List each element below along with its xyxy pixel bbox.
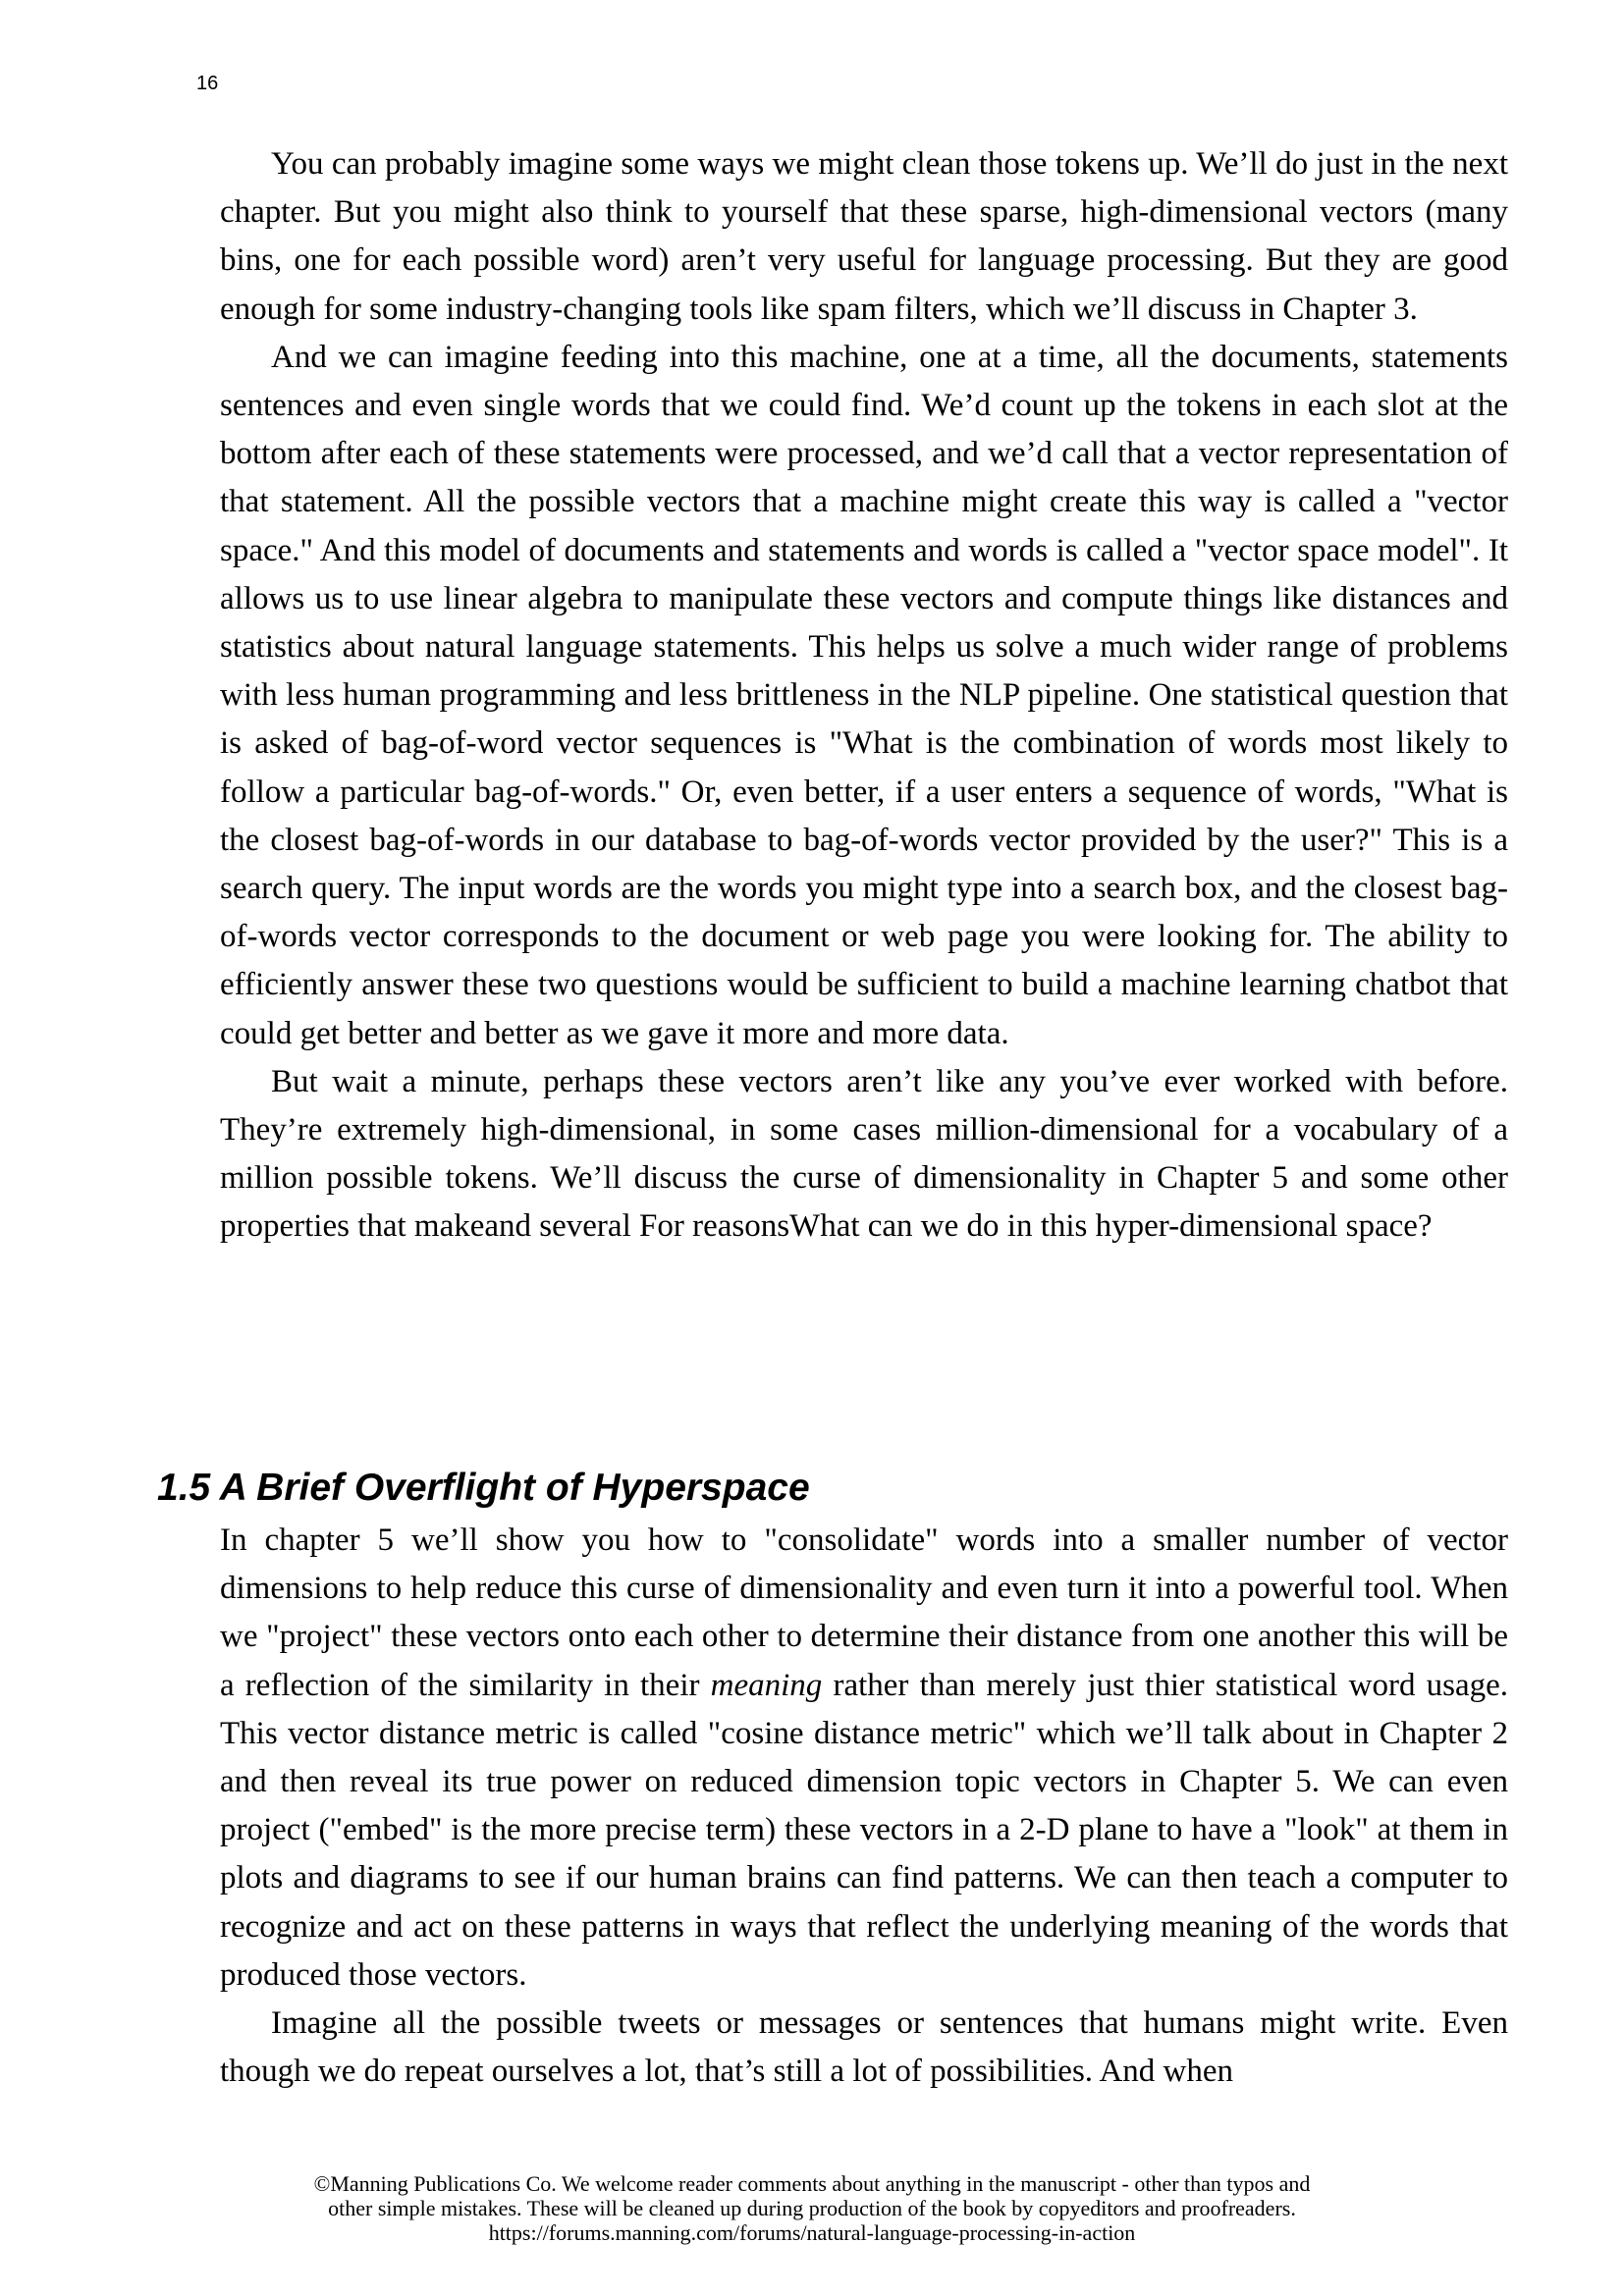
- footer-line: ©Manning Publications Co. We welcome reader comments about anything in the manuscript - other than typos and: [313, 2171, 1311, 2196]
- paragraph: But wait a minute, perhaps these vectors aren’t like any you’ve ever worked with before. They’re extremely high-dimensional, in some cases million-dimensional for a vocabulary of a million possible tokens. We’ll discuss the curse of dimensionality in Chapter 5 and some other properties that makeand several For reasonsWhat can we do in this hyper-dimensional space?: [220, 1063, 1508, 1245]
- page-number: 16: [196, 73, 219, 94]
- section-body-text: [220, 1517, 1508, 2096]
- footer-link[interactable]: https://forums.manning.com/forums/natural-language-processing-in-action: [488, 2220, 1136, 2245]
- page-footer: [0, 2171, 1624, 2245]
- paragraph: [220, 1517, 1508, 2000]
- footer-line: other simple mistakes. These will be cleaned up during production of the book by copyeditors and proofreaders.: [328, 2196, 1296, 2220]
- paragraph: You can probably imagine some ways we might clean those tokens up. We’ll do just in the next chapter. But you might also think to yourself that these sparse, high-dimensional vectors (many bins, one for each possible word) aren’t very useful for language processing. But they are good enough for some industry-changing tools like spam filters, which we’ll discuss in Chapter 3.: [220, 146, 1508, 327]
- paragraph: And we can imagine feeding into this machine, one at a time, all the documents, statements sentences and even single words that we could find. We’d count up the tokens in each slot at the bottom after each of these statements were processed, and we’d call that a vector representation of that statement. All the possible vectors that a machine might create this way is called a "vector space." And this model of documents and statements and words is called a "vector space model". It allows us to use linear algebra to manipulate these vectors and compute things like distances and statistics about natural language statements. This helps us solve a much wider range of problems with less human programming and less brittleness in the NLP pipeline. One statistical question that is asked of bag-of-word vector sequences is "What is the combination of words most likely to follow a particular bag-of-words." Or, even better, if a user enters a sequence of words, "What is the closest bag-of-words in our database to bag-of-words vector provided by the user?" This is a search query. The input words are the words you might type into a search box, and the closest bag-of-words vector corresponds to the document or web page you were looking for. The ability to efficiently answer these two questions would be sufficient to build a machine learning chatbot that could get better and better as we gave it more and more data.: [220, 339, 1508, 1051]
- emphasized-word: meaning: [710, 1667, 823, 1703]
- text-run: In chapter 5 we’ll show you how to "consolidate" words into a smaller number of vector dimensions to help reduce this curse of dimensionality and even turn it into a powerful tool. When we "project" these vectors onto each other to determine their distance from one another this will be a reflection of the similarity in their: [220, 1522, 1508, 1703]
- section-heading: 1.5 A Brief Overflight of Hyperspace: [157, 1467, 810, 1509]
- text-run: rather than merely just thier statistical word usage. This vector distance metric is called "cosine distance metric" which we’ll talk about in Chapter 2 and then reveal its true power on reduced dimension topic vectors in Chapter 5. We can even project ("embed" is the more precise term) these vectors in a 2-D plane to have a "look" at them in plots and diagrams to see if our human brains can find patterns. We can then teach a computer to recognize and act on these patterns in ways that reflect the underlying meaning of the words that produced those vectors.: [220, 1667, 1508, 1993]
- body-text-before-section: [220, 140, 1508, 1252]
- paragraph: Imagine all the possible tweets or messages or sentences that humans might write. Even though we do repeat ourselves a lot, that’s still a lot of possibilities. And when: [220, 2005, 1508, 2090]
